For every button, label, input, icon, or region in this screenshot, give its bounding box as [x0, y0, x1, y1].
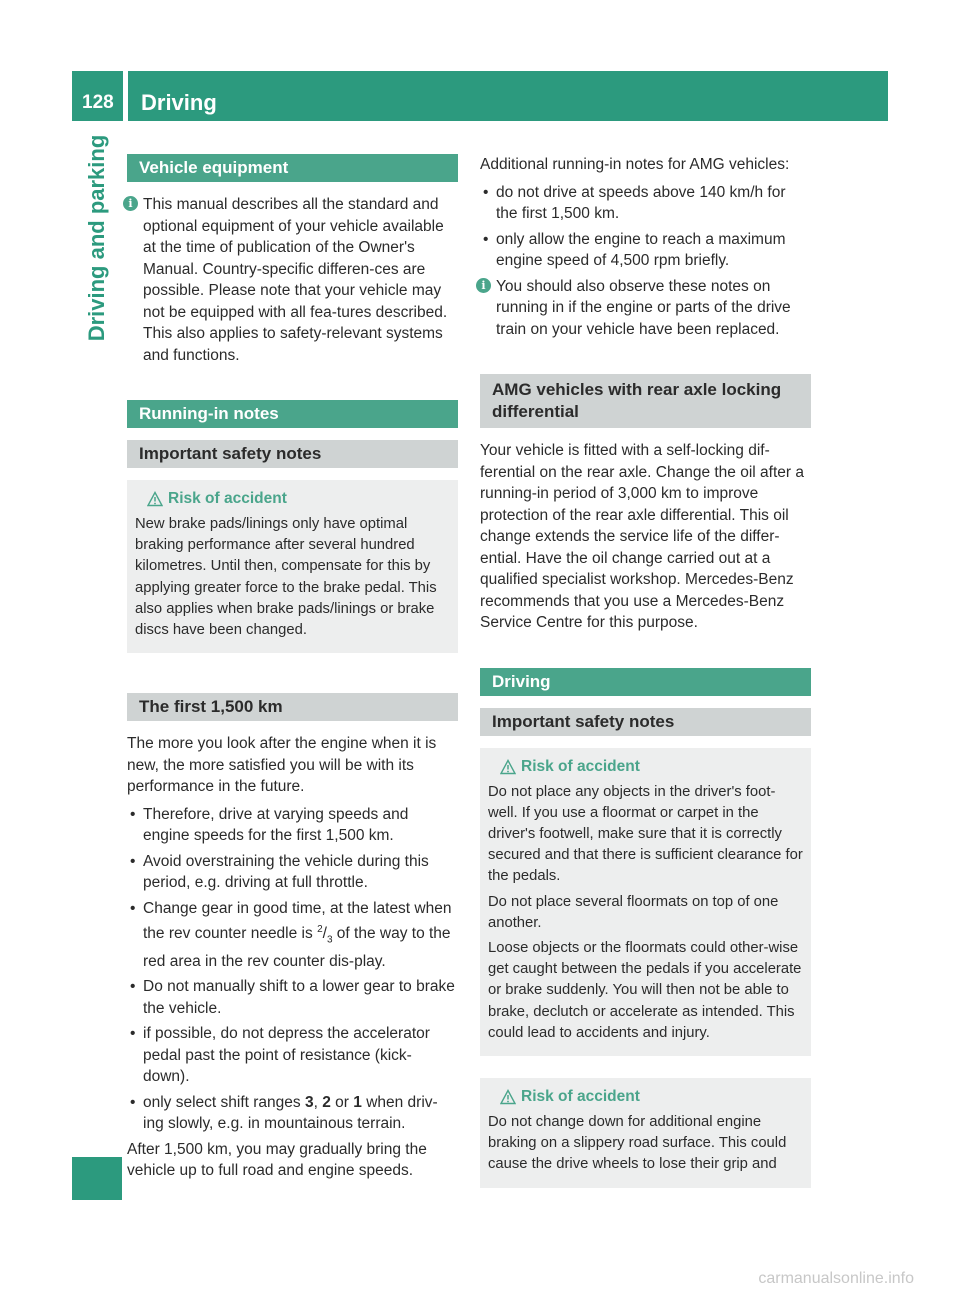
side-marker-block: [72, 1157, 122, 1200]
first-km-list: [127, 804, 458, 1135]
amg-locking-text: Your vehicle is fitted with a self-locking dif-ferential on the rear axle. Change the oil after a running-in period of 3,000 km to improve protection of the rear axle differential. This oil change extends the service life of the differ-ential. Have the oil change carried out at a qualified specialist workshop. Mercedes-Benz recommends that you use a Mercedes-Benz Service Centre for this purpose.: [480, 442, 804, 631]
list-item: • if possible, do not depress the accelerator pedal past the point of resistance (kick-down).: [127, 1023, 458, 1088]
list-item: • Therefore, drive at varying speeds and engine speeds for the first 1,500 km.: [127, 804, 458, 847]
warning-text: New brake pads/linings only have optimal braking performance after several hundred kilometres. Until then, compensate for this by applying greater force to the brake pedal. This also applies when brake pads/linings or brake discs have been changed.: [135, 516, 437, 639]
subsection-driving-safety: Important safety notes: [480, 708, 811, 736]
list-item: • only select shift ranges 3, 2 or 1 when driv-ing slowly, e.g. in mountainous terrain.: [127, 1092, 458, 1135]
section-running-in: Running-in notes: [127, 400, 458, 428]
subsection-amg-locking: AMG vehicles with rear axle locking differential: [480, 374, 811, 428]
list-item: • Do not manually shift to a lower gear to brake the vehicle.: [127, 976, 458, 1019]
warning-text: Do not change down for additional engine braking on a slippery road surface. This could cause the drive wheels to lose their grip and: [488, 1113, 787, 1173]
side-chapter-label: Driving and parking: [84, 134, 109, 342]
warning-text: Do not place any objects in the driver's foot-well. If you use a floormat or carpet in the driver's footwell, make sure that it is correctly secured and that there is sufficient clearance for the pedals.: [488, 783, 803, 885]
first-km-intro: The more you look after the engine when it is new, the more satisfied you will be with its performance in the future.: [127, 735, 437, 796]
warning-heading: [488, 1088, 803, 1106]
info-note: [480, 276, 811, 341]
warning-heading-text: Risk of accident: [521, 757, 640, 775]
list-item: • Change gear in good time, at the latest when the rev counter needle is $^2/_3$ of the way to the red area in the rev counter dis-play.: [127, 898, 458, 973]
list-item: • Avoid overstraining the vehicle during this period, e.g. driving at full throttle.: [127, 851, 458, 894]
warning-triangle-icon: [147, 491, 163, 507]
info-note: [127, 194, 458, 366]
section-vehicle-equipment: Vehicle equipment: [127, 154, 458, 182]
amg-list: [480, 182, 811, 272]
warning-triangle-icon: [500, 759, 516, 775]
info-icon: i: [123, 196, 138, 211]
warning-box: [480, 1078, 811, 1188]
list-item: • do not drive at speeds above 140 km/h for the first 1,500 km.: [480, 182, 811, 225]
header-divider: [123, 71, 128, 121]
warning-heading: [488, 758, 803, 776]
page-number: 128: [82, 92, 114, 113]
chapter-title: Driving: [141, 90, 217, 115]
warning-box: [127, 480, 458, 653]
section-driving: Driving: [480, 668, 811, 696]
warning-heading-text: Risk of accident: [521, 1087, 640, 1105]
after-text: After 1,500 km, you may gradually bring the vehicle up to full road and engine speeds.: [127, 1140, 427, 1180]
warning-text: Loose objects or the floormats could other-wise get caught between the pedals if you accelerate or brake suddenly. You will then not be able to brake, declutch or accelerate as intended. This could lead to accidents and injury.: [488, 939, 802, 1041]
subsection-safety-notes: Important safety notes: [127, 440, 458, 468]
list-item: • only allow the engine to reach a maximum engine speed of 4,500 rpm briefly.: [480, 229, 811, 272]
warning-text: Do not place several floormats on top of one another.: [488, 893, 779, 931]
warning-heading-text: Risk of accident: [168, 490, 287, 507]
warning-heading: [135, 490, 450, 508]
info-icon: i: [476, 278, 491, 293]
warning-box: [480, 748, 811, 1056]
info-text: This manual describes all the standard and optional equipment of your vehicle available at the time of publication of the Owner's Manual. Country-specific differen-ces are possible. Please note that your vehicle may not be equipped with all fea-tures described. This also applies to safety-relevant systems and functions.: [143, 196, 448, 364]
watermark: carmanualsonline.info: [758, 1270, 914, 1287]
info-text: You should also observe these notes on running in if the engine or parts of the drive train on your vehicle have been replaced.: [496, 277, 791, 338]
amg-intro: Additional running-in notes for AMG vehicles:: [480, 156, 790, 173]
left-column: [127, 154, 458, 1188]
subsection-first-km: The first 1,500 km: [127, 693, 458, 721]
warning-triangle-icon: [500, 1089, 516, 1105]
right-column: [480, 154, 811, 1200]
